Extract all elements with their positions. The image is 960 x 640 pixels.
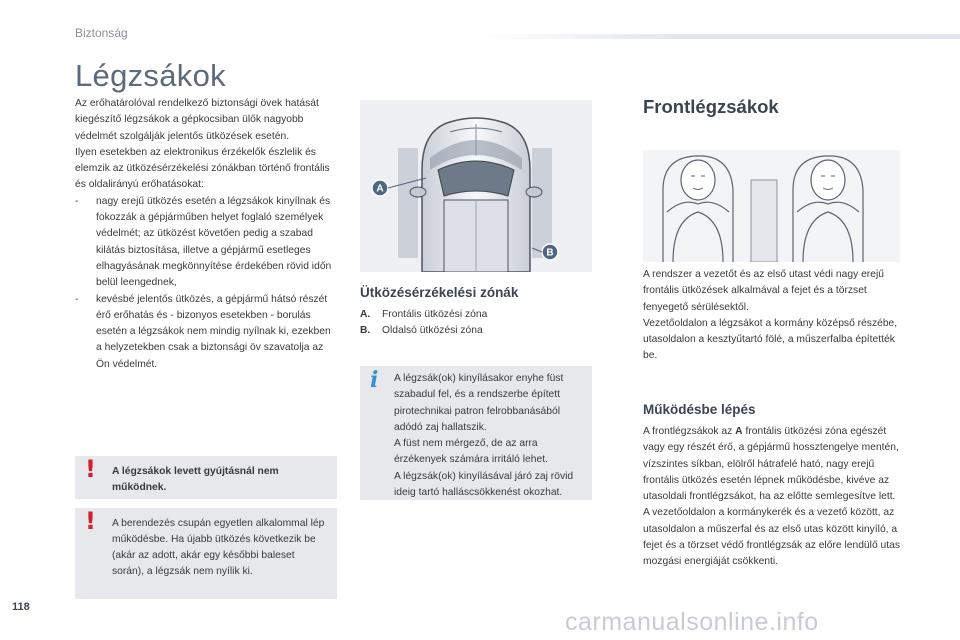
operation-paragraph-1 [643,424,905,505]
front-airbags-text [643,267,905,365]
warning-box-single-use [75,508,337,599]
front-airbags-illustration [643,150,900,262]
zone-text: Oldalsó ütközési zóna [382,325,483,337]
info-icon: i [370,367,379,393]
list-item-text: nagy erejű ütközés esetén a légzsákok kinyílnak és fokozzák a gépjárműben helyet foglaló személyek védelmét; az ütközést követően pedig a szabad kilátás biztosítása, illetve a gépjármű esetleges elhagyásának megkönnyítése érdekében rövid időn belül leengednek, [96,195,332,289]
warning-text: A berendezés csupán egyetlen alkalommal lép működésbe. Ha újabb ütközés következik be (akár az adott, akár egy későbbi baleset során), a légzsák nem nyílik ki. [112,518,325,577]
operation-zone-ref: A [735,426,743,437]
info-paragraph-2: A füst nem mérgező, de az arra érzékenyek számára irritáló lehet. [394,438,548,466]
intro-text [75,96,337,373]
info-paragraph-1: A légzsák(ok) kinyílásakor enyhe füst szabadul fel, és a rendszerbe épített pirotechnikai patron felrobbanásából adódó zaj hallatszik. [394,373,564,433]
intro-paragraph-1: Az erőhatárolóval rendelkező biztonsági övek hatását kiegészítő légzsákok a gépkocsiban ülők nagyobb védelmét szolgálják jelentős ütközések esetén. [75,98,319,142]
list-dash: - [75,195,79,207]
running-header: Biztonság [75,26,128,40]
header-rule [480,34,960,39]
zone-a-label: A [376,183,384,195]
operation-heading: Működésbe lépés [643,402,756,417]
car-zones-illustration [360,100,592,272]
operation-text-post: frontális ütközési zóna egészét vagy egy részét érő, a gépjármű hossztengelye mentén, vízszintes síkban, elölről hátrafelé ható, nagy erejű frontális ütközés esetén lépnek működésbe, kivéve az utasoldali frontlégzsákot, ha az előtte semlegesítve lett. [643,426,899,503]
list-dash: - [75,293,79,305]
warning-icon: ! [85,507,96,535]
operation-paragraph-2: A vezetőoldalon a kormánykerék és a vezető között, az utasoldalon a műszerfal és az első utas között kinyíló, a fejet és a törzset védő frontlégzsák az előre lendülő utas mozgási energiáját csökkenti. [643,507,900,568]
zone-key: B. [360,325,371,337]
zone-item [360,323,590,339]
zones-heading: Ütközésérzékelési zónák [360,285,519,300]
intro-paragraph-2: Ilyen esetekben az elektronikus érzékelők észlelik és elemzik az ütközésérzékelési zónákban történő frontális és oldalirányú erőhatásokat: [75,146,330,191]
warning-text: A légzsákok levett gyújtásnál nem működnek. [112,466,279,493]
front-paragraph-1: A rendszer a vezetőt és az első utast védi nagy erejű frontális ütközések alkalmával a fejet és a törzset fenyegető sérülésektől. [643,269,884,313]
list-item [75,194,337,292]
page-title: Légzsákok [75,58,226,93]
occupants-drawing [643,150,900,262]
operation-text-pre: A frontlégzsákok az [643,426,736,437]
zone-key: A. [360,309,371,320]
car-top-view-drawing [360,100,592,272]
zone-text: Frontális ütközési zóna [382,309,488,320]
info-box-smoke [360,366,592,500]
list-item [75,292,337,373]
zone-item [360,307,590,323]
front-airbags-heading: Frontlégzsákok [643,96,779,117]
info-paragraph-3: A légzsák(ok) kinyílásával járó zaj rövid ideig tartó halláscsökkenést okozhat. [394,470,574,499]
operation-text [643,424,905,571]
front-paragraph-2: Vezetőoldalon a légzsákot a kormány középső részébe, utasoldalon a kesztyűtartó fölé, a műszerfalba építették be. [643,317,898,362]
warning-box-ignition [75,456,337,499]
page-number: 118 [12,601,30,613]
watermark: carmanualsonline.info [565,608,819,636]
zones-list [360,307,590,340]
warning-icon: ! [85,455,96,483]
impact-list [75,194,337,373]
zone-b-label: B [546,247,554,259]
list-item-text: kevésbé jelentős ütközés, a gépjármű hátsó részét érő erőhatás és - bizonyos esetekben - borulás esetén a légzsákok nem mindig nyílnak ki, ezekben a helyzetekben csak a biztonsági öv szavatolja az Ön védelmét. [96,293,331,370]
